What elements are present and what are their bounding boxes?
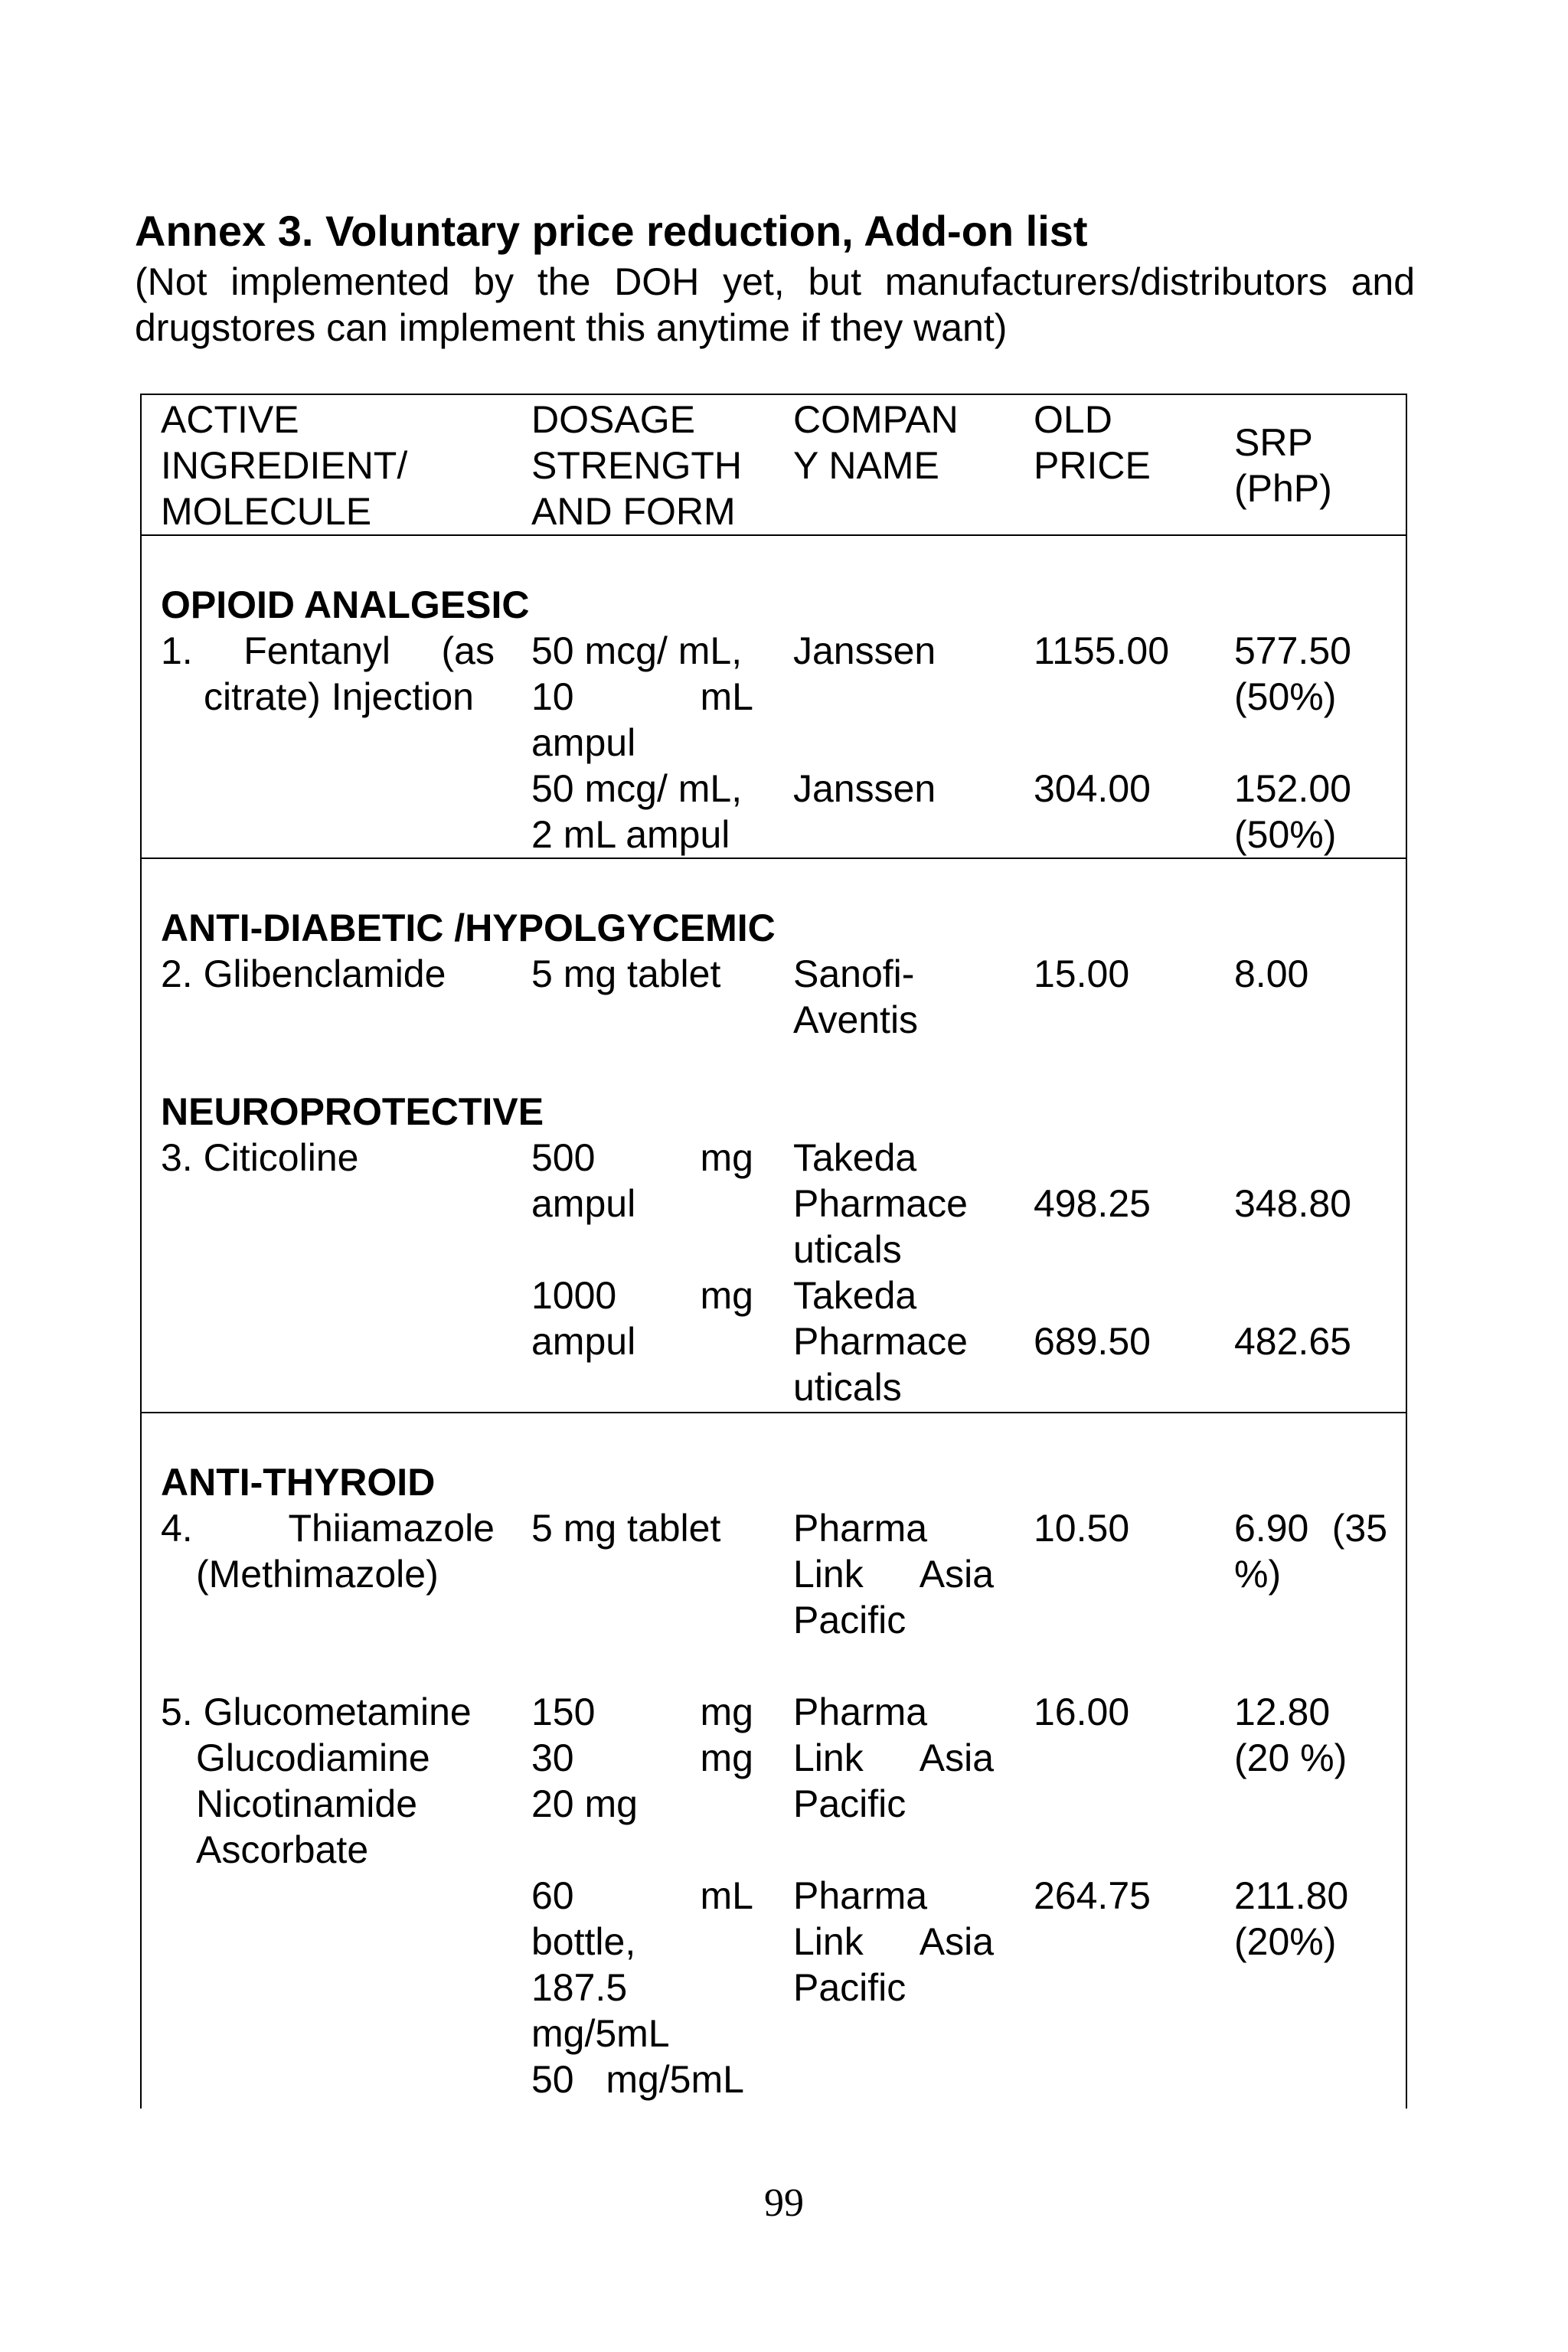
dosage-cell: bottle, 187.5 mg/5mL — [531, 1920, 670, 2055]
ingredient-cell: 1. Fentanyl (as — [161, 629, 495, 672]
company-cell: Pacific — [793, 1966, 906, 2009]
dosage-cell: 60 mL — [531, 1874, 753, 1917]
dosage-cell: 30 mg — [531, 1736, 753, 1779]
column-header-ingredient: ACTIVE INGREDIENT/ MOLECULE — [161, 398, 408, 533]
srp-cell: 8.00 — [1234, 952, 1309, 995]
ingredient-cell: (Methimazole) — [196, 1553, 439, 1596]
old-price-cell: 689.50 — [1034, 1320, 1151, 1363]
company-cell: Pacific — [793, 1782, 906, 1825]
old-price-cell: 498.25 — [1034, 1182, 1151, 1225]
company-cell: Janssen — [793, 629, 936, 672]
dosage-cell: 5 mg tablet — [531, 1507, 721, 1550]
srp-cell: 482.65 — [1234, 1320, 1351, 1363]
category-heading: OPIOID ANALGESIC — [161, 583, 530, 626]
ingredient-cell: Glucodiamine Nicotinamide Ascorbate — [196, 1736, 430, 1871]
dosage-cell: 1000 mg — [531, 1274, 753, 1317]
dosage-cell: 10 mL — [531, 675, 753, 718]
header-divider — [140, 534, 1407, 536]
company-cell: Janssen — [793, 767, 936, 810]
column-header-dosage: DOSAGE STRENGTH AND FORM — [531, 398, 742, 533]
ingredient-cell: 2. Glibenclamide — [161, 952, 446, 995]
old-price-cell: 304.00 — [1034, 767, 1151, 810]
section-divider — [140, 858, 1407, 859]
company-cell: Link Asia — [793, 1920, 994, 1963]
srp-cell: 577.50 (50%) — [1234, 629, 1351, 718]
srp-cell: %) — [1234, 1553, 1282, 1596]
page-number: 99 — [764, 2181, 804, 2225]
old-price-cell: 15.00 — [1034, 952, 1130, 995]
company-cell: Pharma — [793, 1874, 928, 1917]
old-price-cell: 10.50 — [1034, 1507, 1130, 1550]
dosage-cell: 150 mg — [531, 1690, 753, 1733]
category-heading: ANTI-DIABETIC /HYPOLGYCEMIC — [161, 906, 776, 949]
company-cell: Link Asia — [793, 1553, 994, 1596]
company-cell: Link Asia — [793, 1736, 994, 1779]
company-cell: Sanofi- Aventis — [793, 952, 919, 1041]
company-cell: Pharma — [793, 1690, 928, 1733]
srp-cell: 211.80 (20%) — [1234, 1874, 1349, 1963]
srp-cell: 152.00 (50%) — [1234, 767, 1351, 856]
srp-cell: 12.80 (20 %) — [1234, 1690, 1348, 1779]
srp-cell: 6.90 (35 — [1234, 1507, 1387, 1550]
ingredient-cell: 4. Thiiamazole — [161, 1507, 495, 1550]
company-cell: Pharma — [793, 1507, 928, 1550]
dosage-cell: 20 mg — [531, 1782, 638, 1825]
company-cell: Takeda Pharmace uticals — [793, 1136, 968, 1271]
dosage-cell: ampul — [531, 721, 636, 764]
ingredient-cell: 3. Citicoline — [161, 1136, 359, 1179]
old-price-cell: 16.00 — [1034, 1690, 1130, 1733]
company-cell: Takeda Pharmace uticals — [793, 1274, 968, 1409]
company-cell: Pacific — [793, 1599, 906, 1642]
category-heading: NEUROPROTECTIVE — [161, 1090, 544, 1133]
dosage-cell: 50 mg/5mL — [531, 2058, 744, 2101]
old-price-cell: 1155.00 — [1034, 629, 1170, 672]
ingredient-cell: 5. Glucometamine — [161, 1690, 472, 1733]
dosage-cell: ampul — [531, 1320, 636, 1363]
old-price-cell: 264.75 — [1034, 1874, 1151, 1917]
dosage-cell: 50 mcg/ mL, — [531, 629, 743, 672]
dosage-cell: ampul — [531, 1182, 636, 1225]
column-header-old-price: OLD PRICE — [1034, 398, 1151, 487]
column-header-company: COMPAN Y NAME — [793, 398, 959, 487]
page-title: Annex 3. Voluntary price reduction, Add-on list — [135, 207, 1088, 255]
ingredient-cell: citrate) Injection — [204, 675, 474, 718]
dosage-cell: 5 mg tablet — [531, 952, 721, 995]
column-header-srp: SRP (PhP) — [1234, 421, 1332, 510]
page-subtitle: (Not implemented by the DOH yet, but manufacturers/distributors and drugstores can implement this anytime if they want) — [135, 260, 1415, 349]
dosage-cell: 500 mg — [531, 1136, 753, 1179]
dosage-cell: 50 mcg/ mL, 2 mL ampul — [531, 767, 743, 856]
category-heading: ANTI-THYROID — [161, 1461, 436, 1504]
section-divider — [140, 1412, 1407, 1413]
srp-cell: 348.80 — [1234, 1182, 1351, 1225]
